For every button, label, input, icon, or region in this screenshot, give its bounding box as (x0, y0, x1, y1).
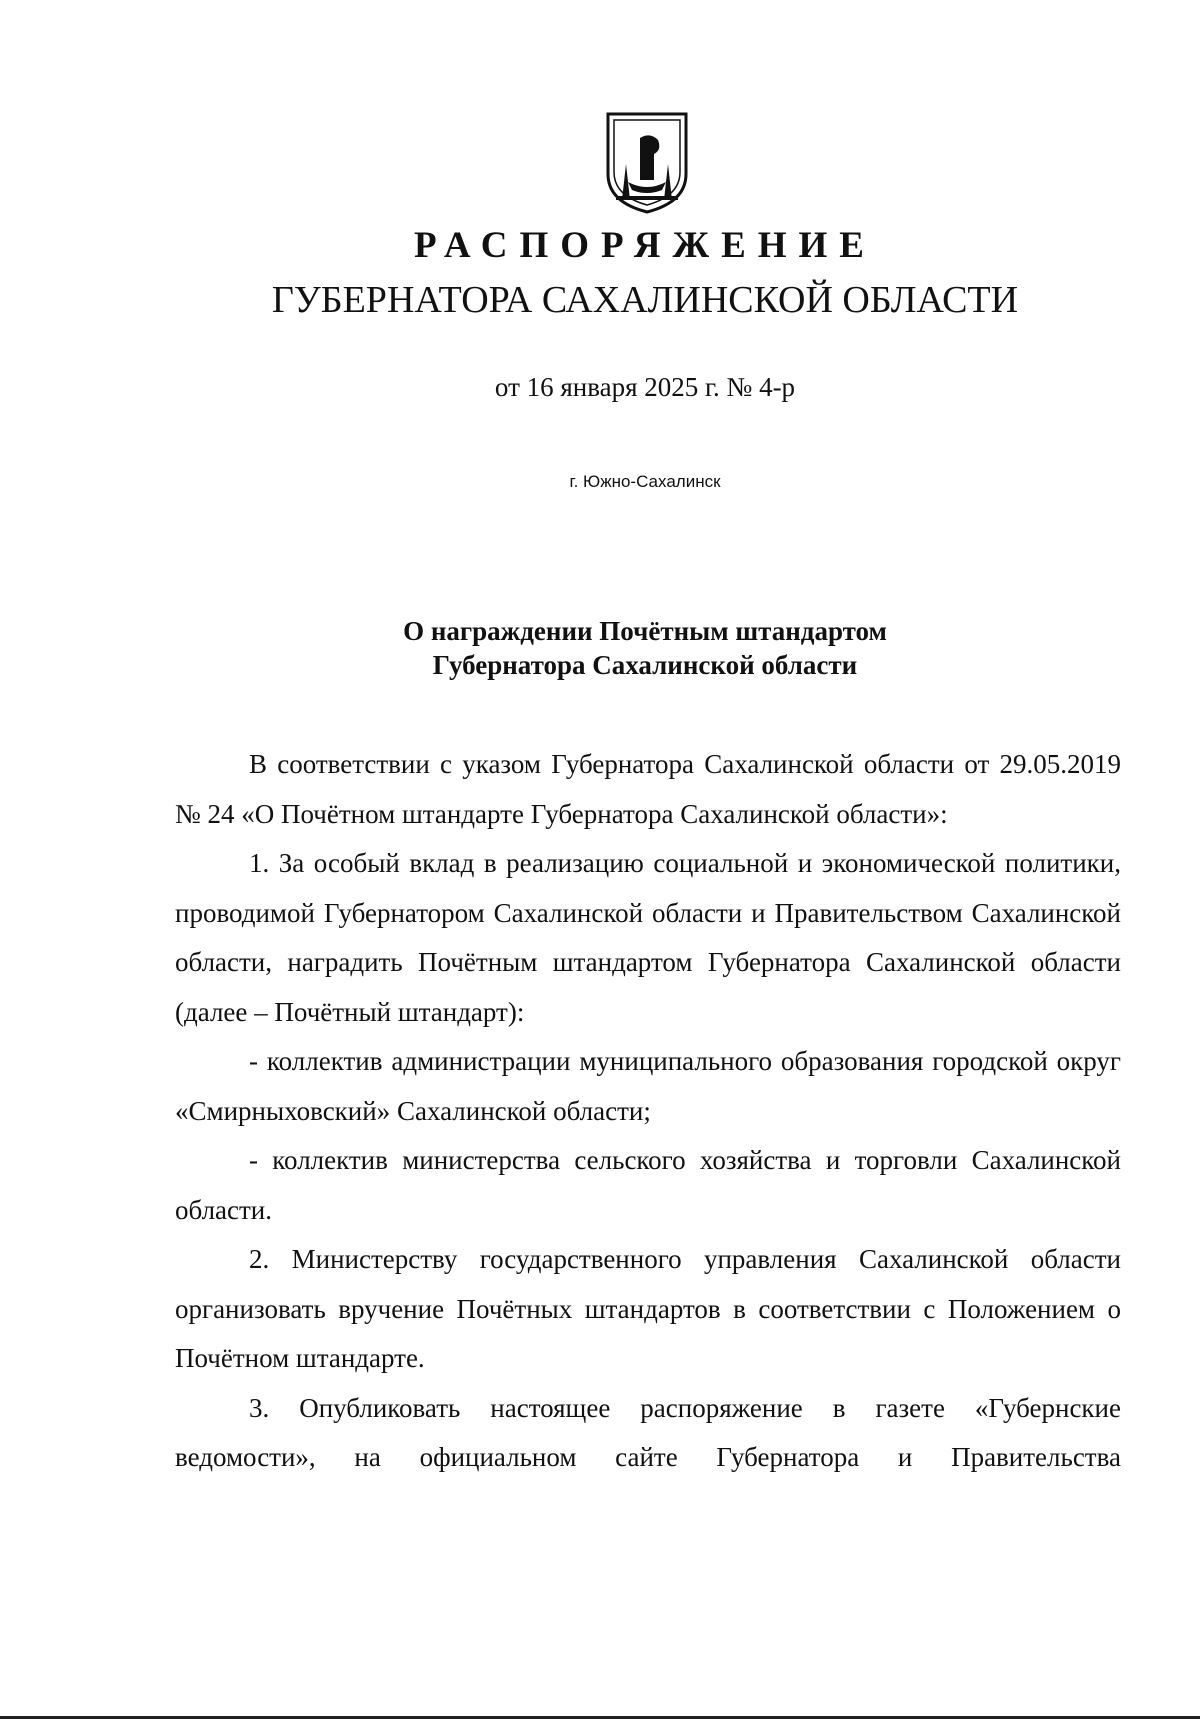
paragraph-preamble: В соответствии с указом Губернатора Сахалинской области от 29.05.2019 № 24 «О Почётном штандарте Губернатора Сахалинской области»: (175, 749, 1121, 829)
document-body (175, 740, 1121, 1483)
document-city: г. Южно-Сахалинск (569, 472, 721, 491)
document-title: РАСПОРЯЖЕНИЕ (413, 225, 876, 266)
paragraph-item-1: 1. За особый вклад в реализацию социальной и экономической политики, проводимой Губернатором Сахалинской области и Правительством Сахалинской области, наградить Почётным штандартом Губернатора Сахалинской области (далее – Почётный штандарт): (175, 848, 1121, 1027)
document-heading (0, 614, 1200, 682)
sakhalin-coat-of-arms-icon (604, 110, 690, 214)
heading-line-1: О награждении Почётным штандартом (403, 616, 887, 646)
paragraph-item-2: 2. Министерству государственного управления Сахалинской области организовать вручение Почётных штандартов в соответствии с Положением о Почётном штандарте. (175, 1244, 1121, 1373)
heading-line-2: Губернатора Сахалинской области (432, 650, 858, 680)
paragraph-awardee-1: - коллектив администрации муниципального образования городской округ «Смирныховский» Сахалинской области; (175, 1046, 1121, 1126)
document-date-number: от 16 января 2025 г. № 4-р (494, 372, 796, 402)
page-bottom-edge (0, 1716, 1200, 1719)
paragraph-item-3: 3. Опубликовать настоящее распоряжение в газете «Губернские ведомости», на официальном сайте Губернатора и Правительства (175, 1392, 1121, 1472)
document-subtitle: ГУБЕРНАТОРА САХАЛИНСКОЙ ОБЛАСТИ (271, 279, 1019, 321)
paragraph-awardee-2: - коллектив министерства сельского хозяйства и торговли Сахалинской области. (175, 1145, 1121, 1225)
